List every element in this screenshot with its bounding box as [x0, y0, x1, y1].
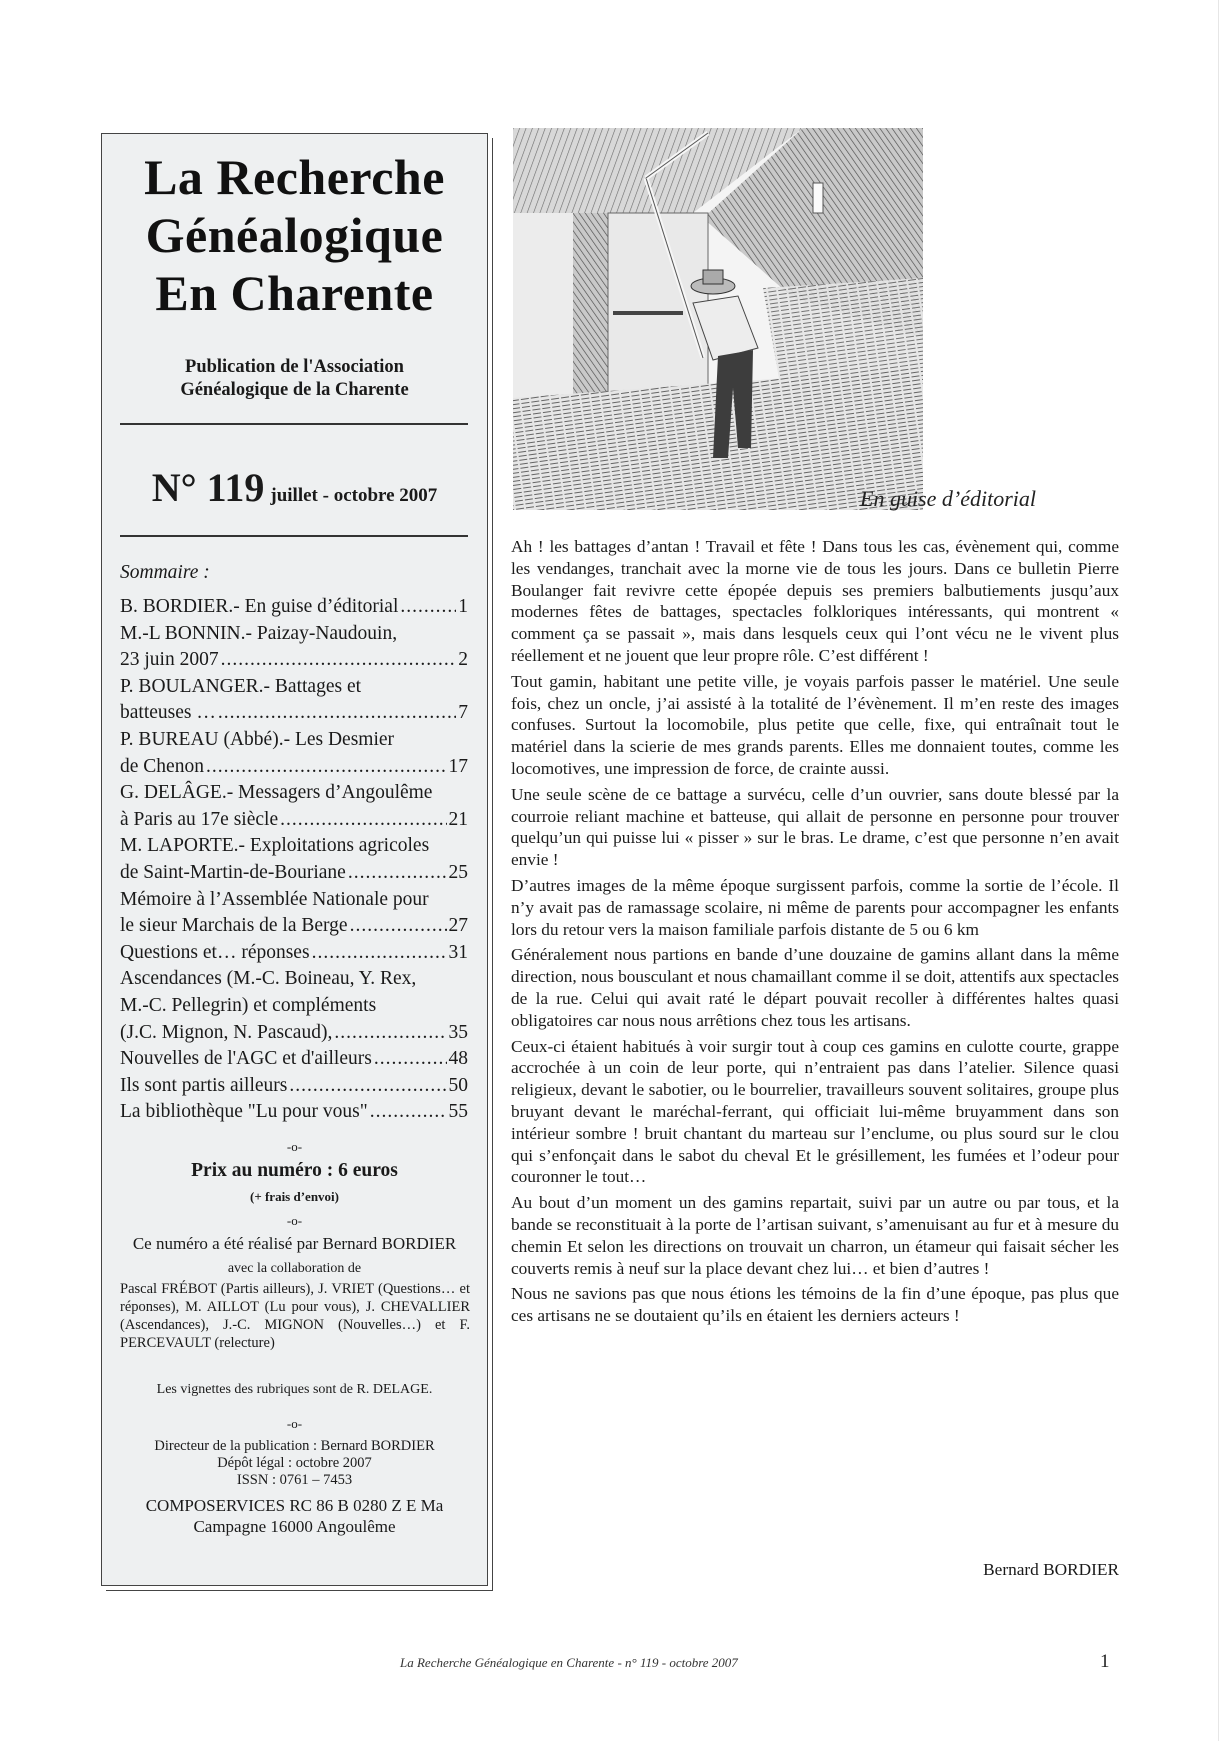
publisher-line: Généalogique de la Charente [180, 380, 409, 400]
issue-number: N° 119 [151, 465, 265, 510]
toc-leader-dots [370, 1099, 447, 1126]
issn: ISSN : 0761 – 7453 [236, 1472, 353, 1488]
toc-entry [120, 727, 468, 780]
toc-entry-title: P. BUREAU (Abbé).- Les Desmier [120, 728, 395, 750]
barn-post [573, 213, 608, 408]
divider [120, 535, 468, 537]
barn-door [608, 213, 708, 403]
toc-entry [120, 621, 468, 674]
issue-period: juillet - octobre 2007 [270, 485, 438, 506]
toc-line [120, 1073, 468, 1100]
page-edge [1218, 0, 1219, 1741]
toc-entry-title: batteuses … [120, 702, 216, 724]
toc-entry-title: (J.C. Mignon, N. Pascaud), [120, 1021, 333, 1043]
toc-line [120, 1099, 468, 1126]
separator: -o- [286, 1213, 303, 1228]
masthead-title-line: En Charente [155, 265, 434, 321]
toc-leader-dots [280, 807, 446, 834]
separator: -o- [286, 1416, 303, 1431]
toc-page-number: 1 [458, 596, 468, 617]
toc-entry-title: G. DELÂGE.- Messagers d’Angoulême [120, 782, 433, 804]
toc-line [120, 594, 468, 621]
toc-leader-dots [312, 940, 447, 967]
toc-entry-title: M. LAPORTE.- Exploitations agricoles [120, 835, 430, 857]
collab-text: Pascal FRÉBOT (Partis ailleurs), J. VRIET (Questions… et réponses), M. AILLOT (Lu pour vous), J. CHEVALLIER (Ascendances), J.-C. MIGNON (Nouvelles…) et F. PERCEVAULT (relecture) [120, 1281, 470, 1351]
printer-line: Campagne 16000 Angoulême [193, 1517, 396, 1536]
issue-heading [102, 464, 487, 511]
toc-entry [120, 940, 468, 967]
toc-line [120, 887, 468, 914]
masthead-title [102, 148, 487, 322]
toc-line [120, 833, 468, 860]
toc-entry-title: M.-L BONNIN.- Paizay-Naudouin, [120, 622, 398, 644]
toc-line [120, 860, 468, 887]
toc-entry-title: de Saint-Martin-de-Bouriane [120, 861, 346, 883]
toc-entry-title: P. BOULANGER.- Battages et [120, 675, 362, 697]
publisher [102, 356, 487, 402]
toc-page-number: 17 [448, 755, 468, 777]
toc-leader-dots [218, 700, 456, 727]
toc-line [120, 754, 468, 781]
toc-leader-dots [221, 647, 457, 674]
toc-entry-title: La bibliothèque "Lu pour vous" [120, 1101, 368, 1123]
masthead-title-line: La Recherche [144, 149, 445, 205]
toc-line [120, 621, 468, 648]
toc-entry-title: Ascendances (M.-C. Boineau, Y. Rex, [120, 968, 417, 990]
toc-entry [120, 1099, 468, 1126]
toc-page-number: 2 [458, 649, 468, 671]
toc-entry-title: de Chenon [120, 755, 204, 777]
toc-entry-title: B. BORDIER.- En guise d’éditorial [120, 596, 399, 617]
collab-intro: avec la collaboration de [227, 1261, 362, 1276]
toc-entry [120, 674, 468, 727]
threshing-illustration [513, 128, 923, 510]
toc-page-number: 25 [448, 861, 468, 883]
printer-line: COMPOSERVICES RC 86 B 0280 Z E Ma [145, 1496, 444, 1515]
page-number: 1 [1100, 1651, 1110, 1672]
toc-line [120, 966, 468, 993]
toc-line [120, 993, 468, 1020]
article-paragraph: D’autres images de la même époque surgissent parfois, comme la sortie de l’école. Il n’y avait pas de ramassage scolaire, ni même de parents pour accompagner les enfants lors du retour vers la maison familiale parfois distante de 5 ou 6 km [511, 875, 1119, 939]
toc-line [120, 780, 468, 807]
toc-entry [120, 780, 468, 833]
engraving-image [513, 128, 923, 510]
toc-line [120, 1020, 468, 1047]
toc-leader-dots [334, 1020, 446, 1047]
article-paragraph: Une seule scène de ce battage a survécu, celle d’un ouvrier, sans doute blessé par la courroie reliant machine et batteuse, qui allait de personne en personne pour trouver quelqu’un qui puisse lui « pisser » sur le bras. Le drame, c’est que personne n’en avait envie ! [511, 784, 1119, 870]
article-paragraph: Ceux-ci étaient habitués à voir surgir tout à coup ces gamins en culotte courte, grappe accrochée à un coin de leur porte, qui n’entraient pas dans l’atelier. Silence quasi religieux, devant le sabotier, ou le bourrelier, travailleurs souvent solitaires, groupe plus bruyant devant le maréchal-ferrant, qui officiait lui-même bruyamment dans son intérieur sombre ! bruit chantant du marteau sur l’enclume, ou plus sourd sur le clou qui s’enfonçait dans le sabot du cheval Et le grésillement, les fumées et l’odeur pour couronner le tout… [511, 1036, 1119, 1187]
running-footer: La Recherche Généalogique en Charente - n° 119 - octobre 2007 [400, 1655, 738, 1670]
toc-entry-title: Questions et… réponses [120, 941, 310, 963]
article-paragraph: Tout gamin, habitant une petite ville, je voyais parfois passer le matériel. Une seule fois, chez un oncle, j’ai assisté à la totalité de l’évènement. Il m’en reste des images confuses. Surtout la locomobile, plus petite que celle, fixe, qui entraînait tout le matériel dans la scierie de mes grands parents. Elles me donnaient toutes, comme les locomotives, une impression de force, de crainte aussi. [511, 671, 1119, 778]
legal-deposit: Dépôt légal : octobre 2007 [217, 1455, 372, 1471]
table-of-contents [120, 594, 468, 1126]
toc-entry-title: Mémoire à l’Assemblée Nationale pour [120, 888, 429, 910]
toc-entry [120, 887, 468, 940]
printer-info [102, 1495, 487, 1537]
toc-line [120, 700, 468, 727]
divider [120, 423, 468, 425]
toc-leader-dots [348, 860, 447, 887]
toc-page-number: 35 [448, 1021, 468, 1043]
toc-leader-dots [206, 754, 447, 781]
toc-entry-title: à Paris au 17e siècle [120, 808, 279, 830]
toc-leader-dots [289, 1073, 446, 1100]
toc-entry-title: M.-C. Pellegrin) et compléments [120, 994, 377, 1016]
publisher-line: Publication de l'Association [185, 357, 404, 377]
toc-line [120, 647, 468, 674]
toc-entry [120, 833, 468, 886]
article-paragraph: Ah ! les battages d’antan ! Travail et fête ! Dans tous les cas, évènement qui, comme les vendanges, tranchait avec la morne vie de tous les jours. Dans ce bulletin Pierre Boulanger fait revivre cette épopée depuis ses premiers balbutiements jusqu’aux modernes fêtes de battages, spectacles folkloriques intéressants, qui montrent « comment ça se passait », mais dans lesquels ceux qui l’ont vécu ne le vivent plus réellement et ne jouent que leur propre rôle. C’est différent ! [511, 537, 1119, 665]
info-box [101, 133, 488, 1586]
toc-entry-title: Ils sont partis ailleurs [120, 1074, 288, 1096]
toc-page-number: 21 [448, 808, 468, 830]
vignettes-credit: Les vignettes des rubriques sont de R. DELAGE. [156, 1382, 433, 1397]
toc-line [120, 727, 468, 754]
toc-entry [120, 1046, 468, 1073]
shipping-note: (+ frais d’envoi) [249, 1189, 339, 1204]
toc-page-number: 27 [448, 915, 468, 937]
toc-entry [120, 966, 468, 1046]
article-paragraph: Au bout d’un moment un des gamins repartait, suivi par un autre ou par tous, et la bande se reconstituait à la porte de l’artisan suivant, s’amenuisant au fur et à mesure du chemin Et selon les directions on trouvait un charron, un étameur qui faisait sécher les couverts remis à neuf sur la place devant chez lui… et bien d’autres ! [511, 1193, 1119, 1278]
toc-line [120, 1046, 468, 1073]
toc-leader-dots [374, 1046, 447, 1073]
editorial-title: En guise d’éditorial [860, 486, 1036, 511]
editorial-article [511, 536, 1119, 1331]
toc-leader-dots [400, 594, 456, 621]
toc-entry [120, 594, 468, 621]
toc-line [120, 940, 468, 967]
toc-entry [120, 1073, 468, 1100]
masthead-title-line: Généalogique [145, 207, 444, 263]
toc-line [120, 913, 468, 940]
toc-page-number: 48 [448, 1048, 468, 1070]
price-label: Prix au numéro : 6 euros [191, 1160, 398, 1181]
publication-director: Directeur de la publication : Bernard BORDIER [154, 1438, 435, 1454]
toc-page-number: 31 [448, 941, 468, 963]
toc-entry-title: 23 juin 2007 [120, 649, 219, 671]
article-paragraph: Nous ne savions pas que nous étions les témoins de la fin d’une époque, pas plus que ces artisans ne se doutaient qu’ils en étaient les derniers acteurs ! [511, 1284, 1119, 1326]
made-by: Ce numéro a été réalisé par Bernard BORDIER [132, 1234, 457, 1253]
toc-entry-title: Nouvelles de l'AGC et d'ailleurs [120, 1048, 372, 1070]
sommaire-label: Sommaire : [120, 562, 210, 583]
author-signature: Bernard BORDIER [983, 1560, 1119, 1579]
toc-page-number: 55 [448, 1101, 468, 1123]
toc-leader-dots [350, 913, 447, 940]
toc-line [120, 807, 468, 834]
toc-line [120, 674, 468, 701]
separator: -o- [286, 1139, 303, 1154]
toc-page-number: 50 [448, 1074, 468, 1096]
toc-entry-title: le sieur Marchais de la Berge [120, 915, 348, 937]
toc-page-number: 7 [458, 702, 468, 724]
article-paragraph: Généralement nous partions en bande d’une douzaine de gamins allant dans la même direction, nous bousculant et nous chamaillant comme il se doit, attentifs aux spectacles de la rue. Celui qui avait raté le départ pouvait recoller à différentes haltes quasi obligatoires car nous nous arrêtions chez tous les artisans. [511, 945, 1119, 1030]
legal-info [102, 1438, 487, 1489]
